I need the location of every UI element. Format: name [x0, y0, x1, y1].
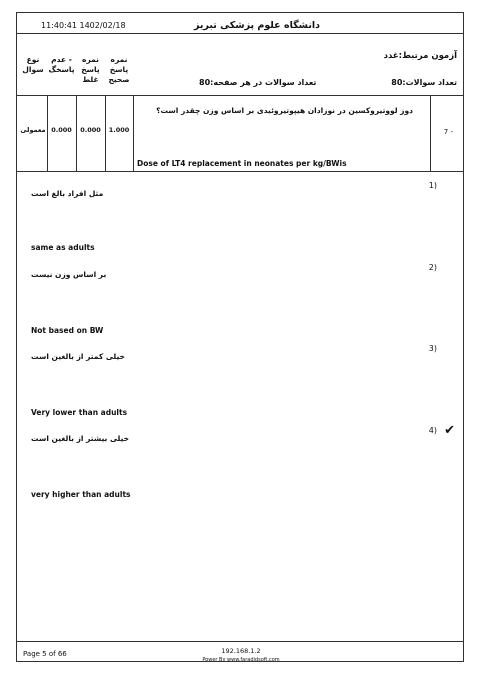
question-number: 7 -	[443, 128, 453, 136]
column-header-wrong-score: نمره پاسخ غلط	[81, 55, 100, 84]
question-text-fa: دوز لووتیروکسین در نوزادان هیپوتیروئیدی بر اساس وزن چقدر است؟	[156, 106, 413, 115]
footer-divider	[17, 641, 463, 642]
option-number: 4)	[428, 426, 437, 435]
no-answer-value: 0.000	[51, 126, 72, 134]
question-type-value: معمولی	[20, 126, 46, 134]
option-text-fa: خیلی کمتر از بالغین است	[31, 352, 125, 361]
column-header-correct-score: نمره پاسخ صحیح	[108, 55, 130, 84]
question-divider	[17, 171, 463, 172]
option-text-en: same as adults	[31, 243, 95, 252]
total-questions: تعداد سوالات:80	[391, 78, 457, 87]
exam-page	[16, 12, 464, 662]
option-text-fa: خیلی بیشتر از بالغین است	[31, 434, 130, 443]
option-number: 2)	[428, 263, 437, 272]
option-number: 1)	[428, 181, 437, 190]
exam-title: آزمون مرتبط:غدد	[383, 51, 457, 61]
university-name: دانشگاه علوم پزشکی تبریز	[193, 20, 321, 31]
page-number: Page 5 of 66	[23, 650, 67, 658]
option-text-en: very higher than adults	[31, 490, 131, 499]
powered-by: Power By www.faradidsoft.com	[202, 657, 280, 663]
ip-address: 192.168.1.2	[221, 647, 261, 655]
option-text-fa: مثل افراد بالغ است	[31, 189, 104, 198]
column-header-question-type: نوع سوال	[22, 55, 44, 74]
option-text-en: Not based on BW	[31, 326, 104, 335]
question-text-en: Dose of LT4 replacement in neonates per kg/BWis	[137, 159, 347, 168]
questions-per-page: تعداد سوالات در هر صفحه:80	[199, 78, 317, 87]
option-text-en: Very lower than adults	[31, 408, 128, 417]
table-header-divider	[17, 95, 463, 96]
timestamp: 11:40:41 1402/02/18	[41, 21, 126, 30]
column-header-no-answer: - عدم پاسخگ	[48, 55, 75, 74]
column-divider	[133, 95, 134, 171]
column-divider	[430, 95, 431, 171]
header-divider	[17, 33, 463, 34]
option-text-fa: بر اساس وزن نیست	[31, 270, 107, 279]
checkmark-icon: ✔	[444, 423, 455, 438]
option-number: 3)	[428, 344, 437, 353]
correct-score-value: 1.000	[108, 126, 130, 134]
wrong-score-value: 0.000	[80, 126, 101, 134]
